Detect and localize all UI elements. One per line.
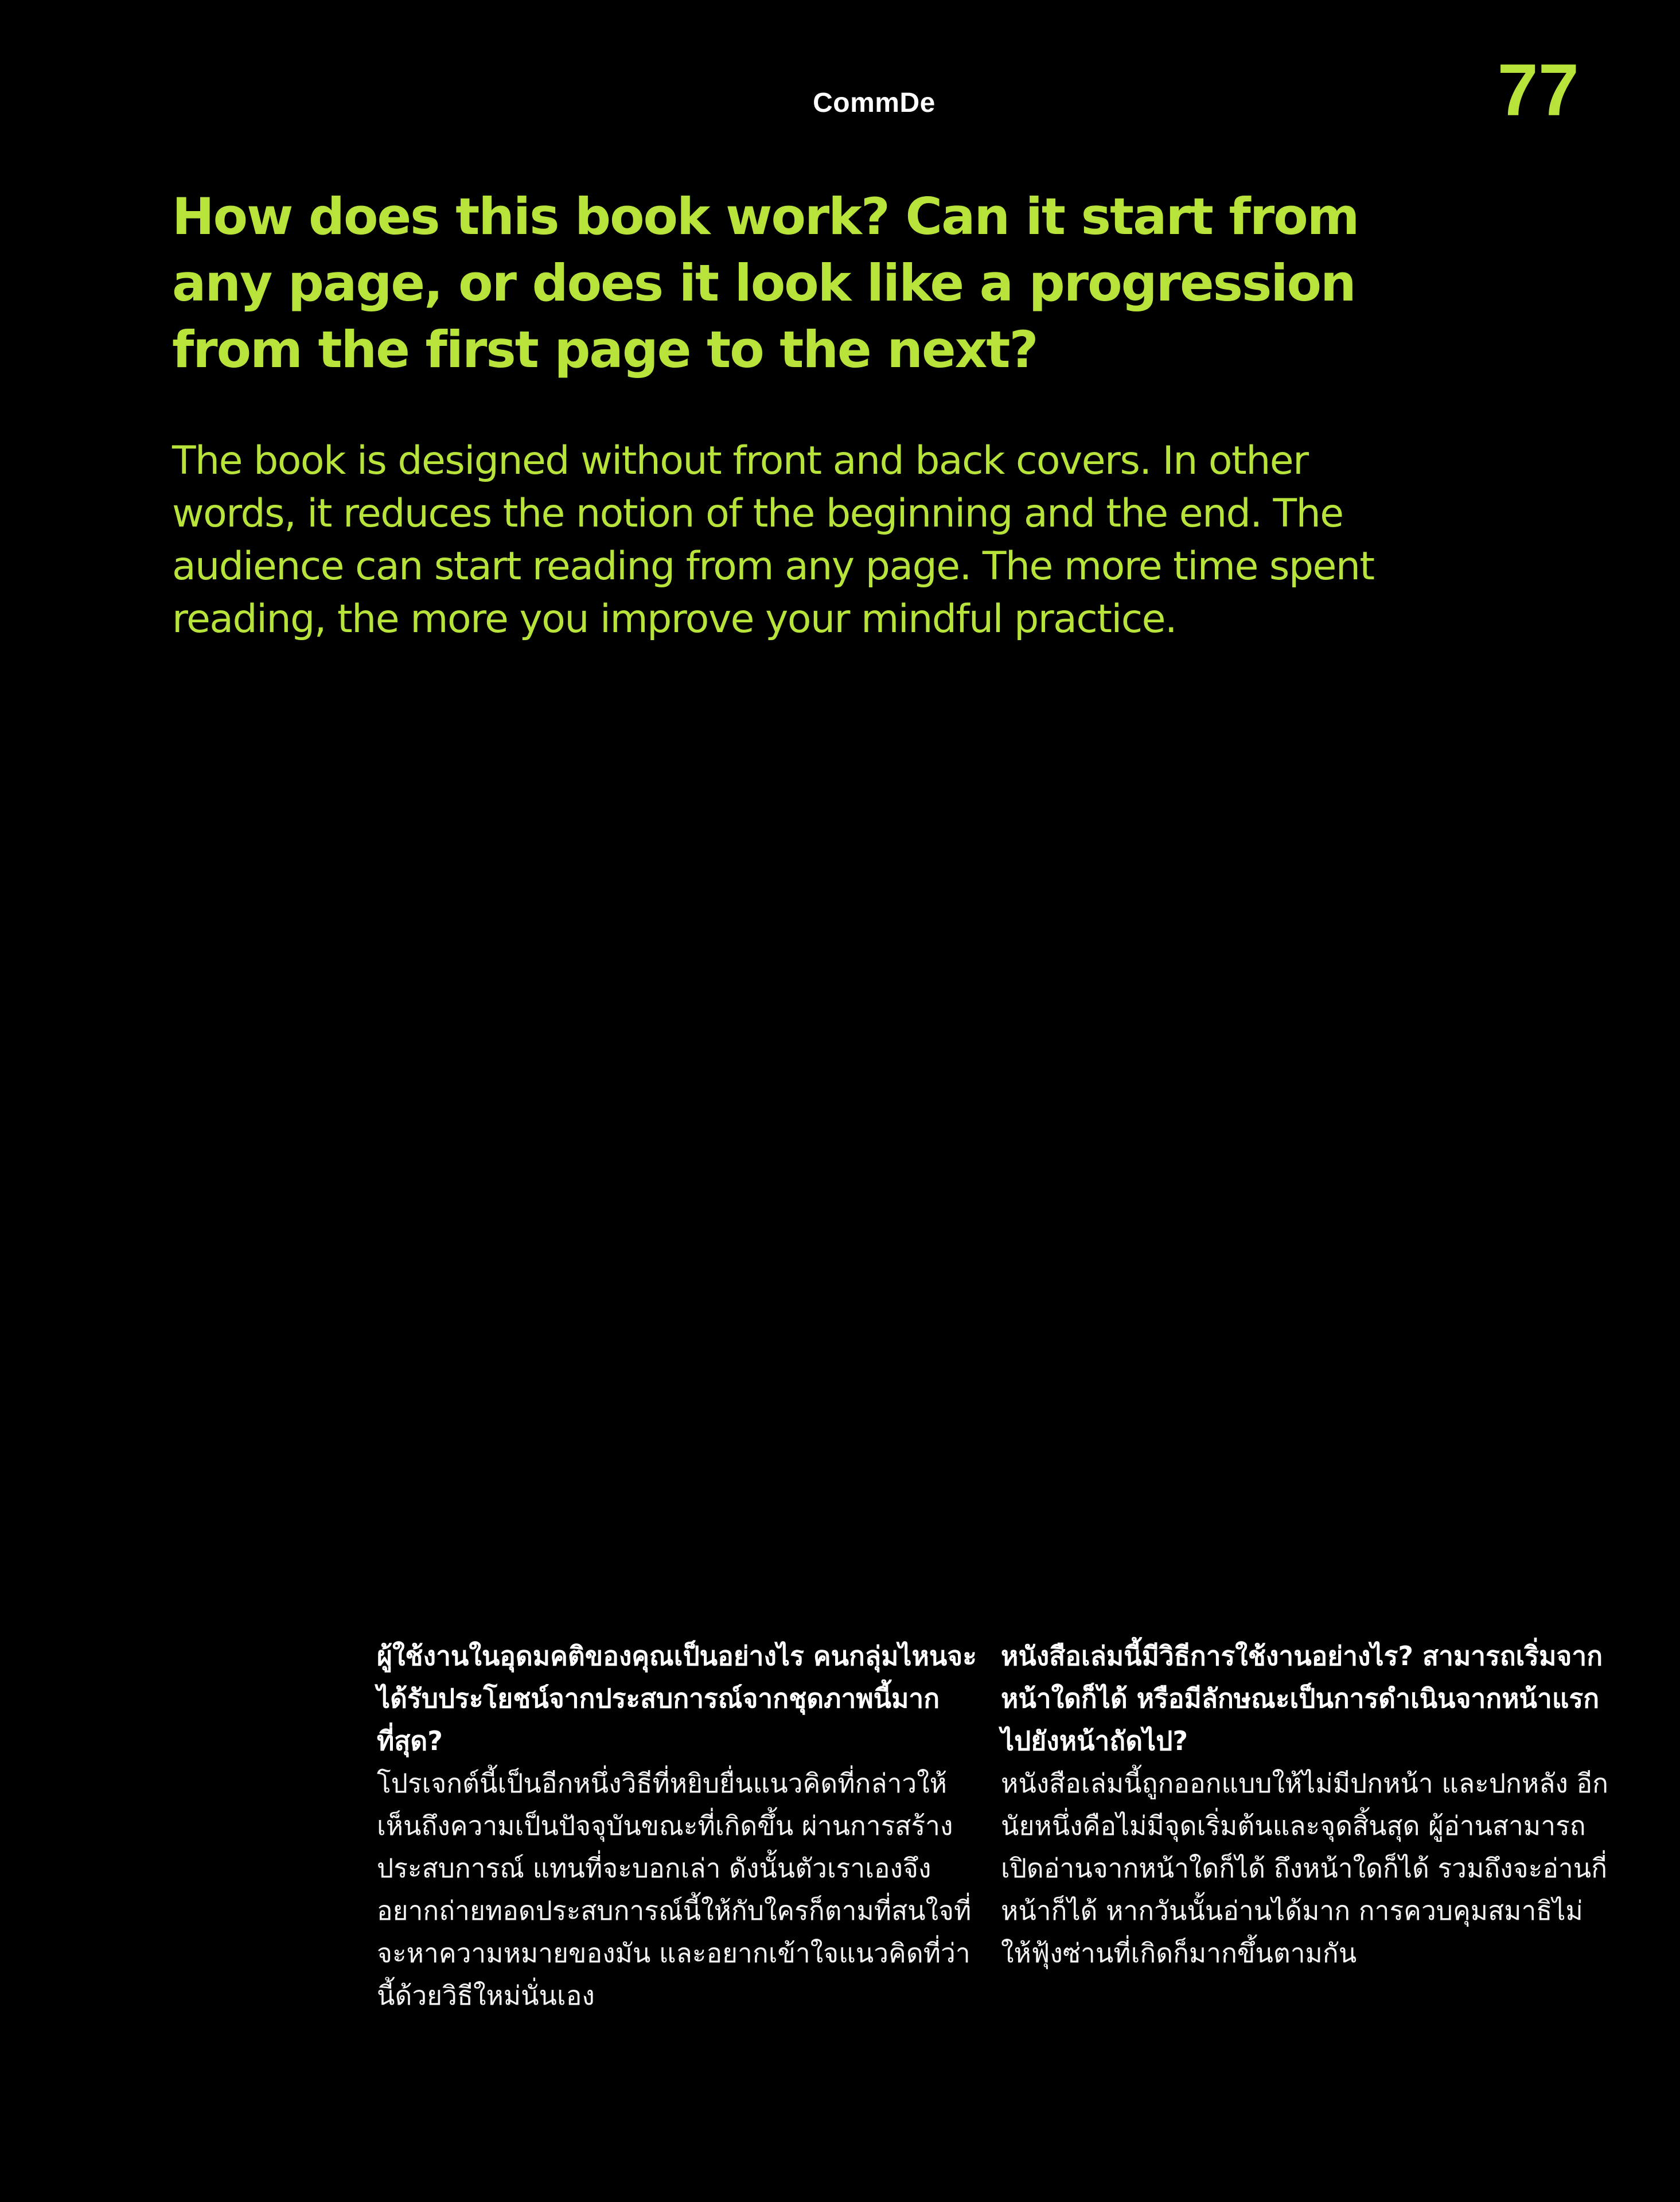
thai-column-right (1001, 1635, 1609, 1974)
thai-question-right: หนังสือเล่มนี้มีวิธีการใช้งานอย่างไร? สามารถเริ่มจากหน้าใดก็ได้ หรือมีลักษณะเป็นการดำเนินจากหน้าแรกไปยังหน้าถัดไป? (1001, 1640, 1603, 1756)
english-question: How does this book work? Can it start from any page, or does it look like a progression from the first page to the next? (172, 187, 1359, 379)
english-answer: The book is designed without front and back covers. In other words, it reduces the notion of the beginning and the end. The audience can start reading from any page. The more time spent reading, the more you improve your mindful practice. (172, 438, 1374, 642)
thai-answer-right: หนังสือเล่มนี้ถูกออกแบบให้ไม่มีปกหน้า และปกหลัง อีกนัยหนึ่งคือไม่มีจุดเริ่มต้นและจุดสิ้นสุด ผู้อ่านสามารถเปิดอ่านจากหน้าใดก็ได้ ถึงหน้าใดก็ได้ รวมถึงจะอ่านกี่หน้าก็ได้ หากวันนั้นอ่านได้มาก การควบคุมสมาธิไม่ให้ฟุ้งซ่านที่เกิดก็มากขึ้นตามกัน (1001, 1768, 1608, 1969)
thai-column-left (377, 1635, 985, 2017)
thai-question-left: ผู้ใช้งานในอุดมคติของคุณเป็นอย่างไร คนกลุ่มไหนจะได้รับประโยชน์จากประสบการณ์จากชุดภาพนี้มากที่สุด? (377, 1640, 977, 1756)
thai-answer-left: โปรเจกต์นี้เป็นอีกหนึ่งวิธีที่หยิบยื่นแนวคิดที่กล่าวให้เห็นถึงความเป็นปัจจุบันขณะที่เกิดขึ้น ผ่านการสร้างประสบการณ์ แทนที่จะบอกเล่า ดังนั้นตัวเราเองจึงอยากถ่ายทอดประสบการณ์นี้ให้กับใครก็ตามที่สนใจที่จะหาความหมายของมัน และอยากเข้าใจแนวคิดที่ว่านี้ด้วยวิธีใหม่นั่นเอง (377, 1768, 972, 2011)
page-number: 77 (1497, 49, 1579, 131)
brand-label: CommDe (813, 88, 936, 118)
